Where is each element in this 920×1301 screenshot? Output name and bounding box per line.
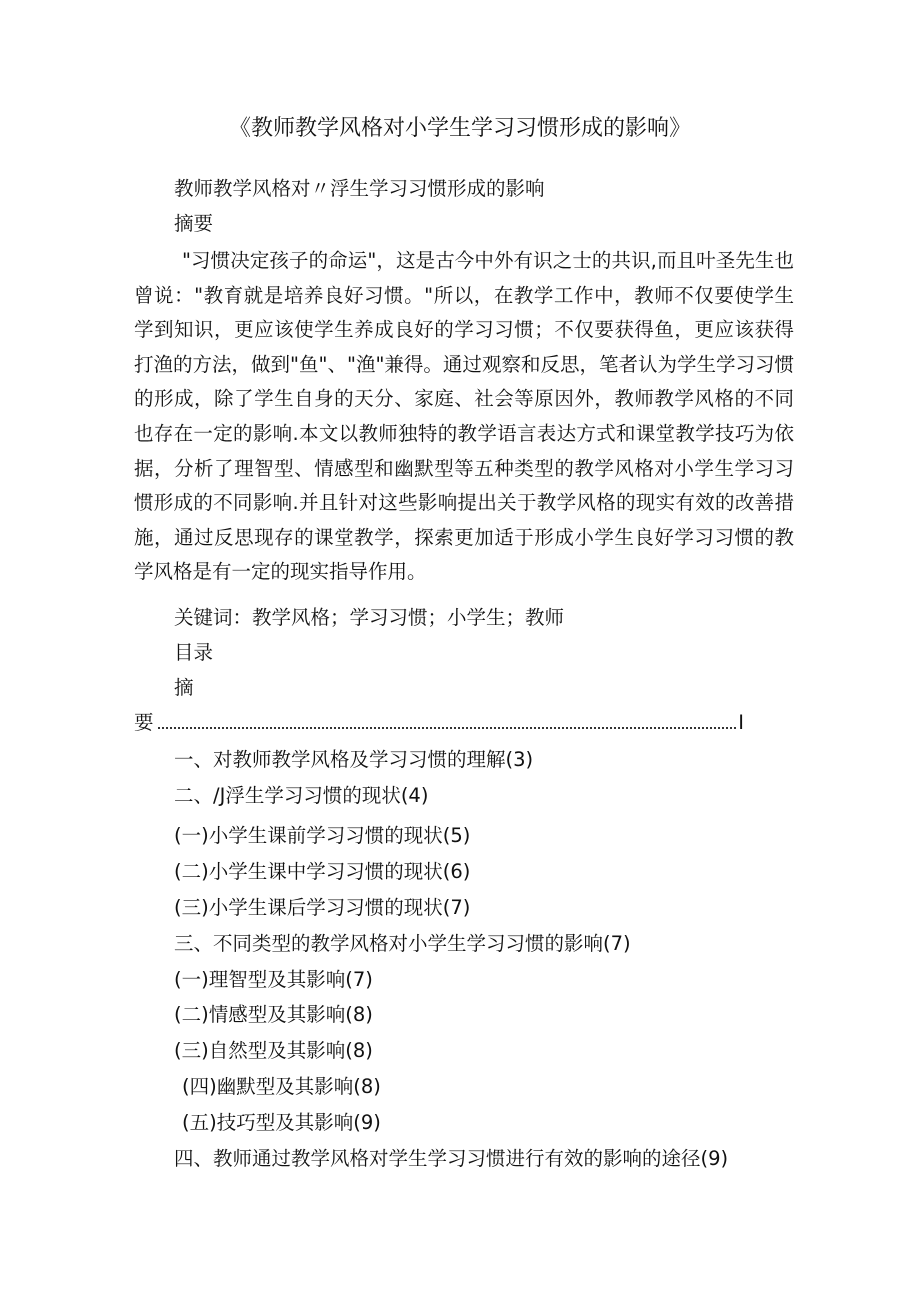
- toc-leader-dots: [158, 727, 737, 729]
- document-title: 《教师教学风格对小学生学习习惯形成的影响》: [228, 116, 691, 141]
- toc-item: 二、/J浮生学习习惯的现状(4): [174, 784, 429, 807]
- abstract-heading: 摘要: [174, 212, 214, 235]
- document-subtitle: 教师教学风格对〃浮生学习习惯形成的影响: [174, 177, 545, 200]
- toc-entry-abstract: [134, 708, 744, 738]
- toc-item: (二)小学生课中学习习惯的现状(6): [174, 860, 471, 883]
- toc-abstract-char1: 摘: [174, 676, 194, 699]
- toc-item: (三)自然型及其影响(8): [174, 1039, 373, 1062]
- toc-abstract-char2: 要: [134, 711, 154, 734]
- keywords: 关键词：教学风格；学习习惯；小学生；教师: [174, 606, 565, 629]
- toc-abstract-page: I: [738, 711, 744, 734]
- toc-item: (五)技巧型及其影响(9): [182, 1111, 381, 1134]
- toc-item: 三、不同类型的教学风格对小学生学习习惯的影响(7): [174, 932, 631, 955]
- toc-item: (四)幽默型及其影响(8): [182, 1075, 381, 1098]
- toc-item: (一)小学生课前学习习惯的现状(5): [174, 824, 471, 847]
- toc-item: (一)理智型及其影响(7): [174, 968, 373, 991]
- abstract-text: "习惯决定孩子的命运"，这是古今中外有识之士的共识,而且叶圣先生也曾说："教育就是培养良好习惯。"所以，在教学工作中，教师不仅要使学生学到知识，更应该使学生养成良好的学习习惯；不仅要获得鱼，更应该获得打渔的方法，做到"鱼"、"渔"兼得。通过观察和反思，笔者认为学生学习习惯的形成，除了学生自身的天分、家庭、社会等原因外，教师教学风格的不同也存在一定的影响.本文以教师独特的教学语言表达方式和课堂教学技巧为依据，分析了理智型、情感型和幽默型等五种类型的教学风格对小学生学习习惯形成的不同影响.并且针对这些影响提出关于教学风格的现实有效的改善措施，通过反思现存的课堂教学，探索更加适于形成小学生良好学习习惯的教学风格是有一定的现实指导作用。: [134, 249, 794, 584]
- toc-item: (二)情感型及其影响(8): [174, 1003, 373, 1026]
- toc-item: (三)小学生课后学习习惯的现状(7): [174, 896, 471, 919]
- toc-item: 一、对教师教学风格及学习习惯的理解(3): [174, 748, 534, 771]
- toc-item: 四、教师通过教学风格对学生学习习惯进行有效的影响的途径(9): [174, 1147, 729, 1170]
- toc-heading: 目录: [174, 641, 214, 664]
